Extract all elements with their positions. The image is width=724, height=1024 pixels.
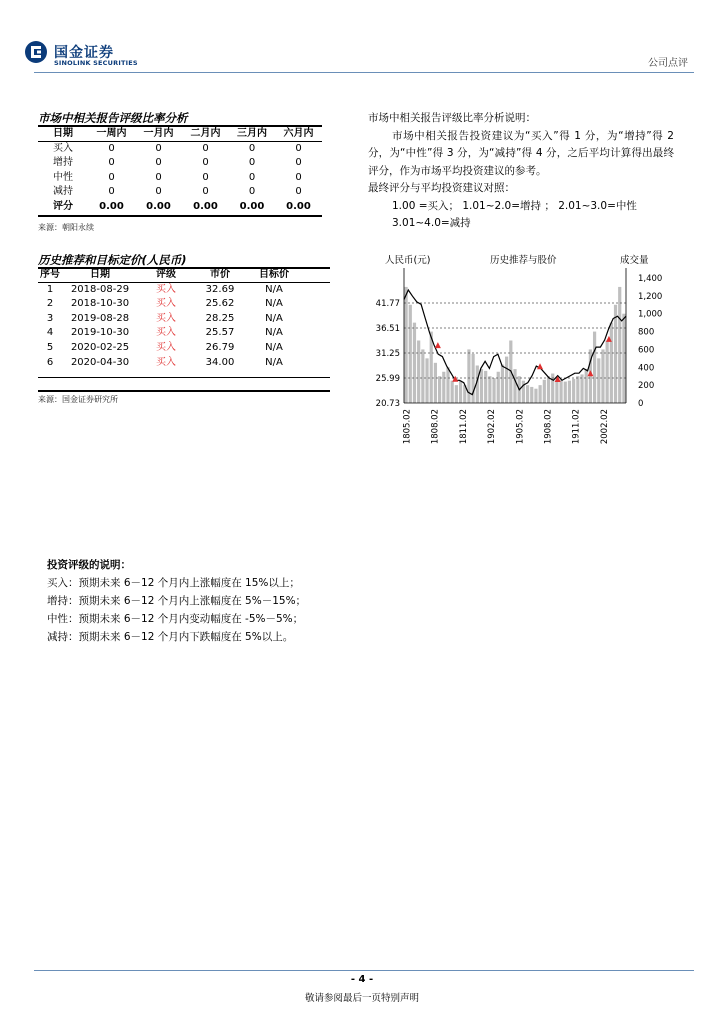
volume-bar	[547, 376, 550, 403]
volume-bar	[404, 287, 407, 403]
legend-item: 中性：预期未来 6－12 个月内变动幅度在 -5%－5%；	[47, 613, 304, 625]
history-rating: 买入	[156, 327, 176, 339]
chart-y2-tick-label: 600	[638, 345, 655, 356]
volume-bar	[459, 381, 462, 403]
volume-bar	[417, 341, 420, 404]
volume-bar	[442, 372, 445, 403]
volume-bar	[585, 369, 588, 403]
volume-bar	[480, 369, 483, 403]
rating-table-cell: 0	[155, 171, 162, 183]
rating-table-cell: 0.00	[193, 200, 218, 212]
rating-table-row-label: 减持	[53, 186, 73, 198]
rating-table-header-row	[38, 127, 322, 142]
history-rating: 买入	[156, 298, 176, 310]
history-rating: 买入	[156, 283, 176, 295]
volume-bar	[497, 372, 500, 403]
history-table-bottom-rule	[38, 377, 330, 378]
chart-y2-tick-label: 1,000	[638, 309, 663, 320]
rating-table-row-label: 增持	[53, 157, 73, 169]
explanation-mapping-line2: 3.01~4.0=减持	[392, 217, 471, 229]
rating-table-cell: 0.00	[99, 200, 124, 212]
header-divider	[34, 72, 694, 73]
recommendation-marker	[537, 363, 543, 369]
chart-x-tick-label: 2002.02	[599, 409, 610, 445]
table-row	[38, 326, 330, 341]
rating-table-cell: 0	[108, 186, 115, 198]
explanation-body: 市场中相关报告投资建议为“买入”得 1 分，为“增持”得 2 分，为“中性”得 3 分，为“减持”得 4 分，之后平均计算得出最终评分，作为市场平均投资建议的参考。	[368, 129, 674, 177]
chart-title: 历史推荐与股价	[490, 255, 557, 266]
rating-table-cell: 0	[202, 142, 209, 154]
rating-table-cell: 0	[248, 157, 256, 169]
chart-x-tick-label: 1805.02	[402, 409, 413, 445]
rating-table-cell: 0	[202, 186, 209, 198]
footer-divider	[34, 970, 694, 971]
volume-bar	[501, 365, 504, 403]
recommendation-marker	[587, 370, 593, 376]
volume-bar	[467, 349, 470, 403]
rating-table-cell: 0	[295, 142, 302, 154]
volume-bar	[597, 358, 600, 403]
chart-y-axis-label: 人民币(元)	[385, 255, 431, 266]
volume-bar	[610, 323, 613, 403]
logo-english-name: SINOLINK SECURITIES	[54, 59, 138, 67]
chart-y-tick-label: 31.25	[375, 349, 400, 359]
logo-chinese-name: 国金证券	[54, 45, 114, 61]
chart-x-tick-label: 1808.02	[430, 409, 441, 445]
table-row	[38, 341, 330, 356]
volume-bar	[488, 376, 491, 403]
chart-y-tick-label: 20.73	[375, 399, 400, 409]
chart-x-tick-label: 1811.02	[458, 409, 469, 445]
volume-bar	[434, 363, 437, 403]
volume-bar	[446, 367, 449, 403]
history-table-end-rule	[38, 390, 330, 392]
volume-bar	[559, 380, 562, 403]
rating-table-header-cell: 日期	[53, 128, 73, 139]
history-index: 3	[46, 312, 54, 324]
history-table-header-cell: 序号	[40, 269, 60, 280]
legend-item: 买入：预期未来 6－12 个月内上涨幅度在 15%以上；	[47, 577, 300, 589]
chart-y2-axis-label: 成交量	[620, 255, 649, 266]
rating-table-cell: 0	[155, 142, 162, 154]
explanation-title: 市场中相关报告评级比率分析说明：	[368, 112, 536, 124]
document-type-label: 公司点评	[648, 58, 688, 69]
history-target: N/A	[265, 356, 283, 368]
chart-y2-tick-label: 800	[638, 327, 655, 338]
history-price: 25.62	[205, 298, 235, 310]
history-date: 2018-08-29	[70, 283, 130, 295]
price-history-chart	[360, 248, 690, 470]
rating-table-cell: 0	[108, 171, 115, 183]
chart-x-tick-label: 1905.02	[515, 409, 526, 445]
chart-y2-tick-label: 400	[638, 363, 655, 374]
history-date: 2019-10-30	[70, 327, 130, 339]
volume-bar	[572, 379, 575, 403]
history-price: 28.25	[205, 312, 235, 324]
rating-table-cell: 0	[202, 157, 209, 169]
sinolink-logo-icon	[24, 40, 48, 64]
volume-bar	[580, 374, 583, 403]
rating-table-cell: 0	[248, 171, 256, 183]
rating-table-cell: 0	[155, 186, 162, 198]
volume-bar	[421, 349, 424, 403]
table-row	[38, 156, 322, 171]
history-index: 6	[46, 356, 54, 368]
table-row	[38, 200, 322, 215]
rating-table-row-label: 中性	[53, 171, 73, 183]
page-number: - 4 -	[350, 974, 374, 985]
explanation-mapping-line1: 1.00 =买入； 1.01~2.0=增持 ； 2.01~3.0=中性	[392, 199, 637, 212]
chart-x-tick-label: 1911.02	[571, 409, 582, 445]
history-rating: 买入	[156, 312, 176, 324]
history-table-source: 来源：国金证券研究所	[38, 395, 118, 404]
volume-bar	[614, 305, 617, 403]
rating-table-cell: 0.00	[146, 200, 171, 212]
volume-bar	[526, 385, 529, 403]
volume-bar	[622, 314, 625, 403]
rating-table-title: 市场中相关报告评级比率分析	[38, 111, 188, 125]
rating-table-header-rule	[38, 141, 322, 142]
history-target: N/A	[265, 283, 283, 295]
history-table-header-rule	[38, 282, 330, 283]
history-date: 2020-02-25	[70, 341, 130, 353]
volume-bar	[492, 378, 495, 403]
table-row	[38, 185, 322, 200]
volume-bar	[576, 376, 579, 403]
volume-bar	[430, 332, 433, 403]
chart-y2-tick-label: 0	[638, 399, 644, 409]
history-price: 25.57	[205, 327, 235, 339]
rating-table-header-cell: 六月内	[283, 128, 314, 139]
recommendation-marker	[435, 342, 441, 348]
rating-table-cell: 0	[108, 142, 115, 154]
chart-y2-tick-label: 1,200	[638, 291, 663, 302]
rating-table-header-cell: 一周内	[96, 128, 127, 139]
rating-table-cell: 0	[248, 186, 256, 198]
volume-bar	[601, 349, 604, 403]
volume-bar	[513, 369, 516, 403]
rating-table-cell: 0	[248, 142, 256, 154]
volume-bar	[593, 332, 596, 403]
volume-bar	[413, 323, 416, 403]
rating-table-cell: 0	[155, 157, 162, 169]
rating-table-cell: 0	[202, 171, 209, 183]
rating-table-header-cell: 二月内	[190, 128, 221, 139]
volume-bar	[606, 341, 609, 404]
volume-bar	[472, 354, 475, 403]
table-row	[38, 356, 330, 371]
legend-item: 减持：预期未来 6－12 个月内下跌幅度在 5%以上。	[47, 631, 294, 643]
rating-explanation	[368, 110, 674, 233]
rating-table-cell: 0	[295, 171, 302, 183]
chart-x-tick-label: 1908.02	[543, 409, 554, 445]
rating-table-cell: 0	[295, 157, 302, 169]
chart-x-tick-label: 1902.02	[487, 409, 498, 445]
volume-bar	[618, 287, 621, 403]
table-row	[38, 312, 330, 327]
chart-y2-tick-label: 200	[638, 381, 655, 392]
volume-bar	[564, 382, 567, 403]
rating-table-header-cell: 一月内	[143, 128, 174, 139]
history-date: 2018-10-30	[70, 298, 130, 310]
history-date: 2020-04-30	[70, 356, 130, 368]
legend-title: 投资评级的说明：	[47, 559, 131, 571]
chart-y-tick-label: 36.51	[375, 324, 400, 334]
volume-bar	[451, 381, 454, 403]
history-price: 32.69	[205, 283, 235, 295]
history-target: N/A	[265, 327, 283, 339]
history-target: N/A	[265, 298, 283, 310]
history-table-title: 历史推荐和目标定价(人民币)	[38, 253, 187, 267]
history-price: 26.79	[205, 341, 235, 353]
rating-table-cell: 0	[108, 157, 115, 169]
volume-bar	[409, 305, 412, 403]
history-rating: 买入	[156, 356, 176, 368]
chart-y-tick-label: 41.77	[375, 299, 400, 309]
history-index: 4	[46, 327, 54, 339]
rating-table-bottom-rule	[38, 215, 322, 217]
investment-rating-legend	[47, 556, 306, 646]
volume-bar	[568, 381, 571, 403]
rating-table-row-label: 买入	[53, 142, 73, 154]
history-price: 34.00	[205, 356, 235, 368]
volume-bar	[438, 376, 441, 403]
rating-table-source: 来源：朝阳永续	[38, 223, 94, 232]
rating-table-cell: 0.00	[239, 200, 265, 212]
company-logo	[24, 40, 138, 70]
table-row	[38, 142, 322, 157]
rating-table-row-label: 评分	[53, 200, 73, 212]
history-index: 1	[46, 283, 54, 295]
history-table	[38, 268, 330, 370]
chart-y-tick-label: 25.99	[375, 374, 400, 384]
history-table-header-cell: 评级	[156, 269, 176, 280]
volume-bar	[484, 371, 487, 403]
volume-bar	[455, 385, 458, 403]
history-rating: 买入	[156, 341, 176, 353]
table-row	[38, 297, 330, 312]
volume-bar	[534, 389, 537, 403]
history-date: 2019-08-28	[70, 312, 130, 324]
history-target: N/A	[265, 312, 283, 324]
history-table-header-cell: 日期	[90, 269, 110, 280]
history-index: 2	[46, 298, 54, 310]
rating-table-cell: 0	[295, 186, 302, 198]
volume-bar	[505, 357, 508, 403]
volume-bar	[543, 380, 546, 403]
history-table-header-cell: 目标价	[259, 269, 289, 280]
price-line	[404, 290, 626, 395]
history-target: N/A	[265, 341, 283, 353]
volume-bar	[539, 385, 542, 403]
rating-table-cell: 0.00	[286, 200, 311, 212]
history-table-header-row	[38, 268, 330, 283]
chart-y2-tick-label: 1,400	[638, 274, 663, 284]
disclaimer-note: 敬请参阅最后一页特别声明	[304, 993, 419, 1004]
history-table-header-cell: 市价	[210, 269, 230, 280]
history-index: 5	[46, 341, 54, 353]
explanation-mapping-title: 最终评分与平均投资建议对照：	[368, 182, 515, 194]
table-row	[38, 283, 330, 298]
table-row	[38, 171, 322, 186]
volume-bar	[530, 387, 533, 403]
rating-table-header-cell: 三月内	[237, 128, 267, 139]
volume-bar	[425, 358, 428, 403]
legend-item: 增持：预期未来 6－12 个月内上涨幅度在 5%－15%；	[47, 595, 307, 607]
